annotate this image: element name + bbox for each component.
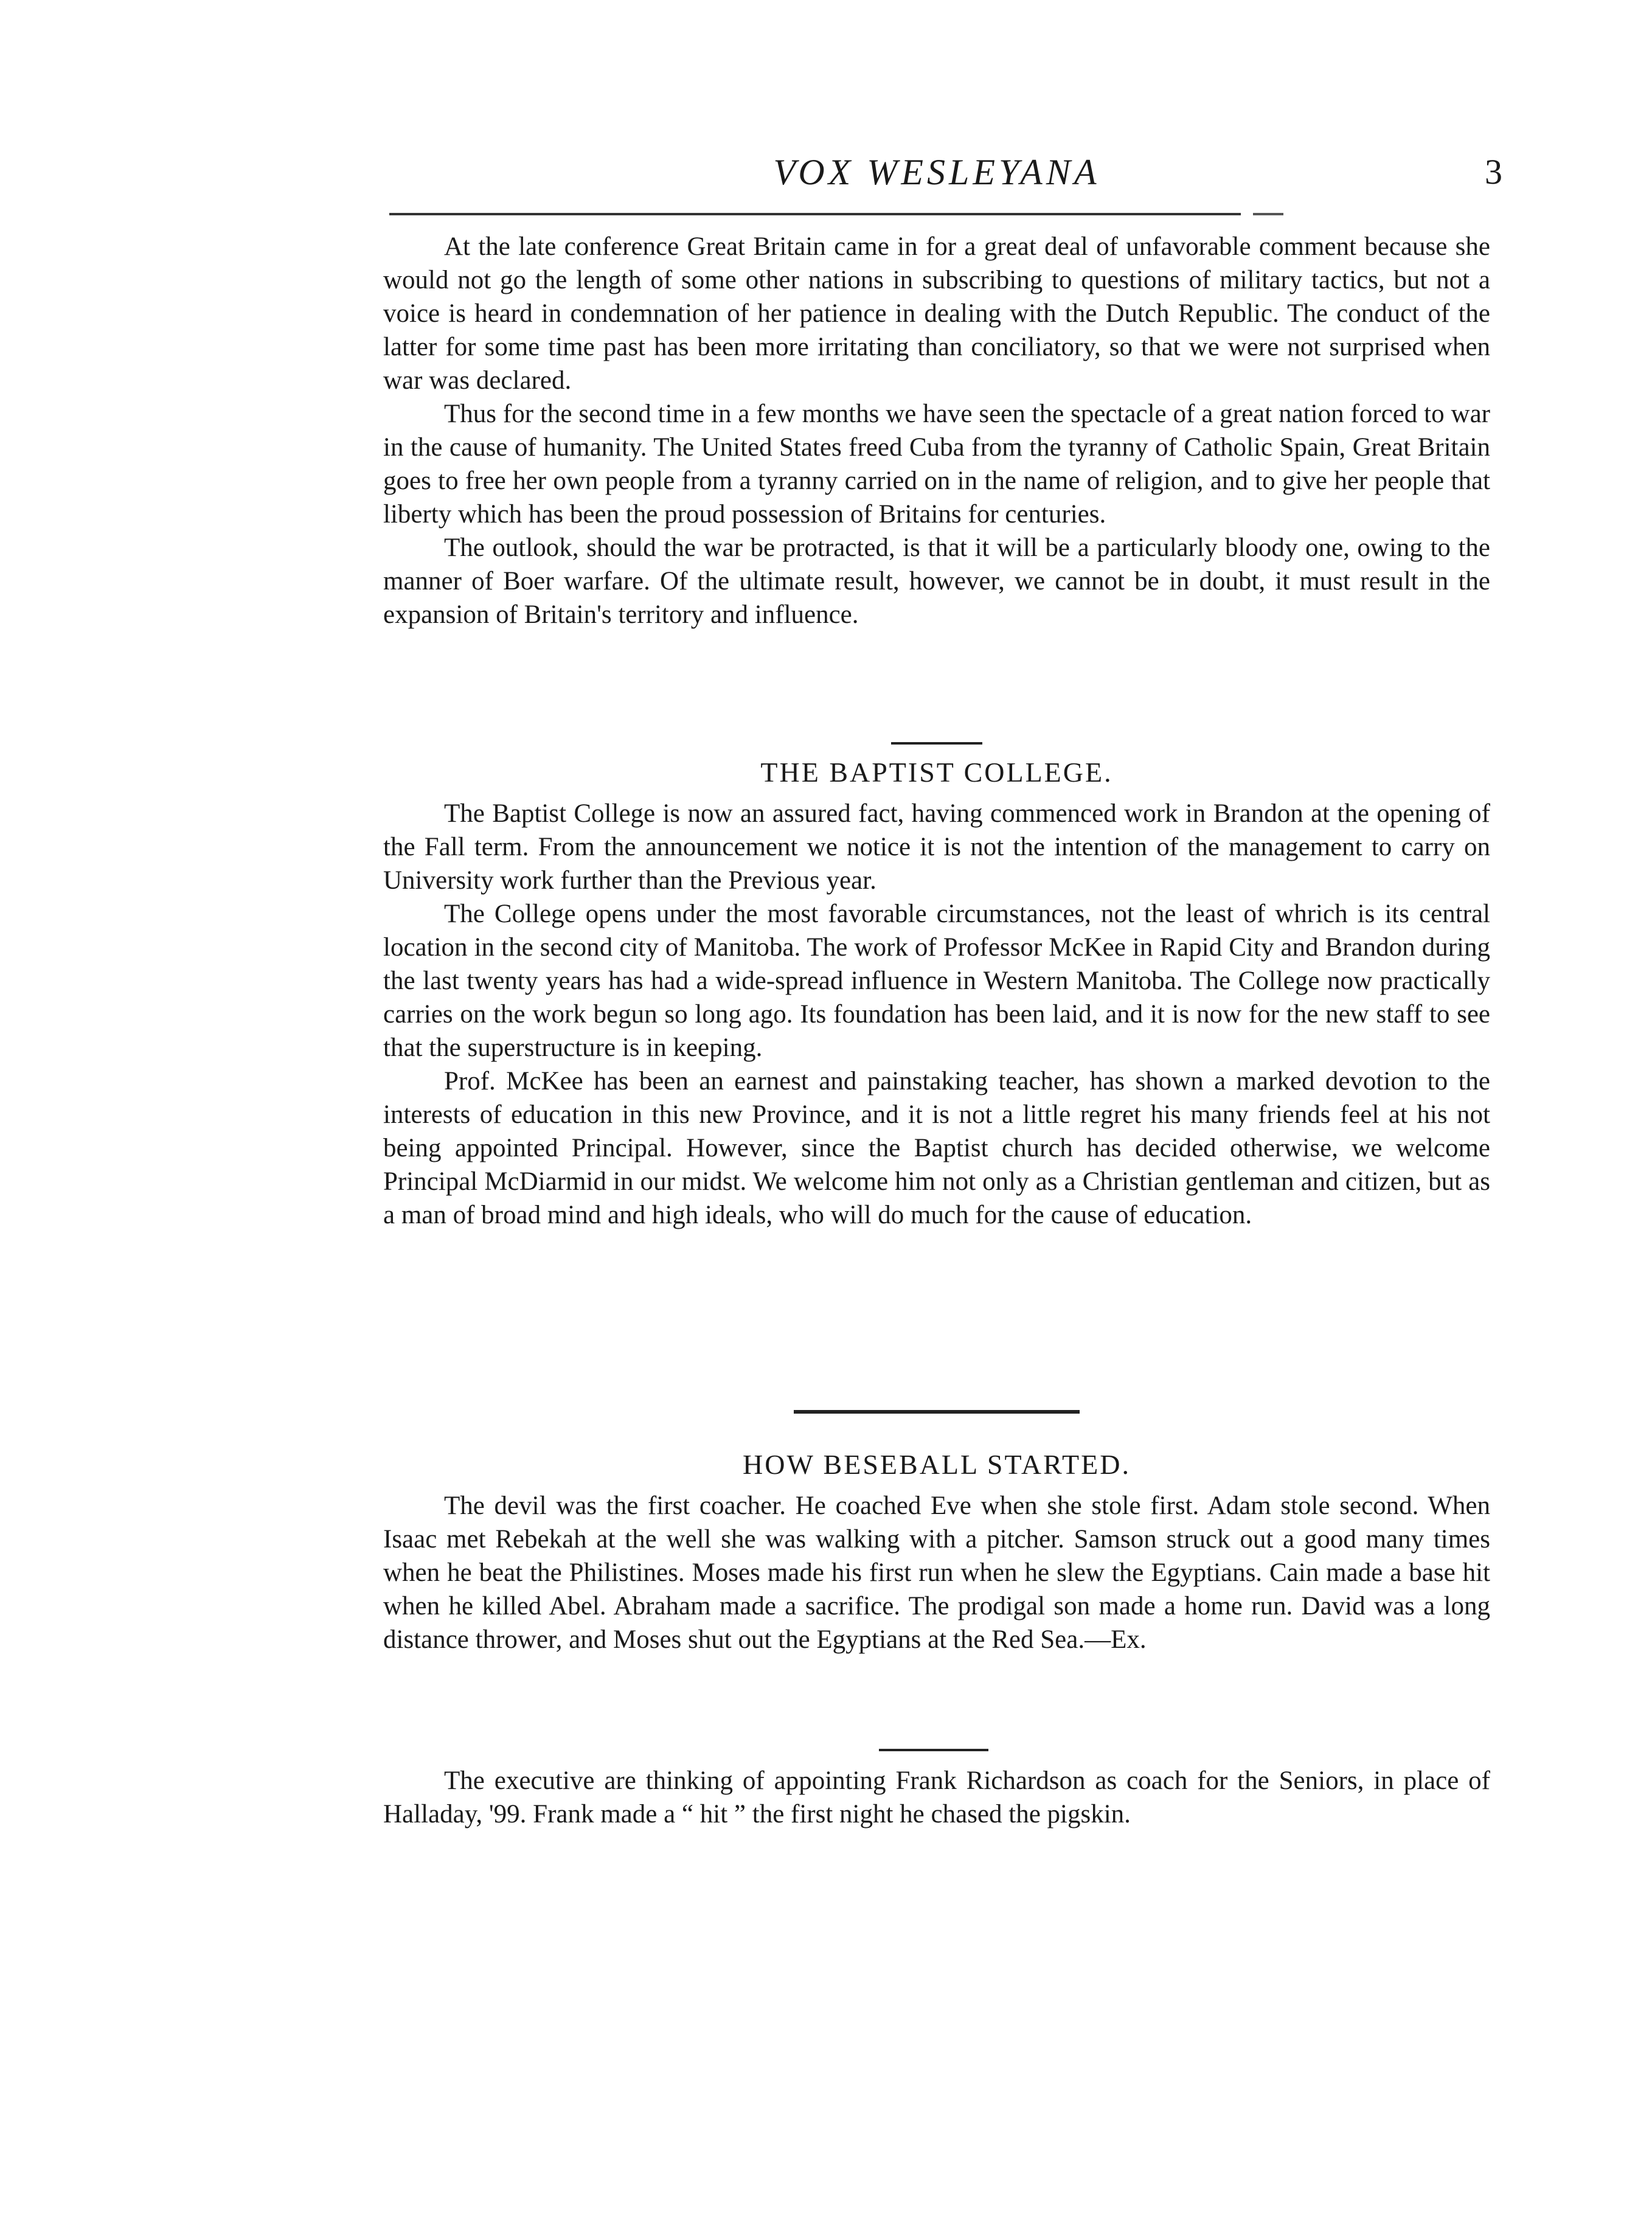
header-rule-dash [1253, 213, 1283, 215]
note-paragraph: The executive are thinking of appointing Frank Richardson as coach for the Seniors, in place of Halladay, '99. Frank made a “ hit ” the first night he chased the pigskin. [383, 1766, 1490, 1828]
baptist-college-paragraph: Prof. McKee has been an earnest and painstaking teacher, has shown a marked devotion to the interests of education in this new Province, and it is not a little regret his many friends feel at his not being appointed Principal. However, since the Baptist church has decided otherwise, we welcome Principal McDiarmid in our midst. We welcome him not only as a Christian gentleman and citizen, but as a man of broad mind and high ideals, who will do much for the cause of education. [383, 1067, 1490, 1229]
baptist-college-article [383, 754, 1490, 1232]
section-divider [879, 1749, 988, 1751]
section-heading: HOW BESEBALL STARTED. [743, 1449, 1131, 1480]
section-heading: THE BAPTIST COLLEGE. [760, 757, 1113, 788]
editorial-paragraph: The outlook, should the war be protracted, is that it will be a particularly bloody one, owing to the manner of Boer warfare. Of the ultimate result, however, we cannot be in doubt, it must result in the expansion of Britain's territory and influence. [383, 533, 1490, 629]
baptist-college-paragraph: The College opens under the most favorable circumstances, not the least of whrich is its central location in the second city of Manitoba. The work of Professor McKee in Rapid City and Brandon during the last twenty years has had a wide-spread influence in Western Manitoba. The College now practically carries on the work begun so long ago. Its foundation has been laid, and it is now for the new staff to see that the superstructure is in keeping. [383, 900, 1490, 1062]
editorial-paragraph: At the late conference Great Britain came in for a great deal of unfavorable comment because she would not go the length of some other nations in subscribing to questions of military tactics, but not a voice is heard in condemnation of her patience in dealing with the Dutch Republic. The conduct of the latter for some time past has been more irritating than conciliatory, so that we were not surprised when war was declared. [383, 232, 1490, 395]
editorial-paragraph: Thus for the second time in a few months we have seen the spectacle of a great nation forced to war in the cause of humanity. The United States freed Cuba from the tyranny of Catholic Spain, Great Britain goes to free her own people from a tyranny carried on in the name of religion, and to give her people that liberty which has been the proud possession of Britains for centuries. [383, 400, 1490, 529]
baptist-college-paragraph: The Baptist College is now an assured fact, having commenced work in Brandon at the opening of the Fall term. From the announcement we notice it is not the intention of the management to carry on University work further than the Previous year. [383, 799, 1490, 895]
executive-note [383, 1764, 1490, 1831]
baseball-article [383, 1446, 1490, 1656]
editorial-article [383, 230, 1490, 631]
journal-title: VOX WESLEYANA [773, 152, 1100, 192]
section-divider-long [794, 1410, 1080, 1414]
section-divider [891, 742, 982, 745]
running-head [383, 145, 1502, 200]
header-rule [389, 213, 1241, 215]
baseball-paragraph: The devil was the first coacher. He coached Eve when she stole first. Adam stole second. When Isaac met Rebekah at the well she was walking with a pitcher. Samson struck out a good many times when he beat the Philistines. Moses made his first run when he slew the Egyptians. Cain made a base hit when he killed Abel. Abraham made a sacrifice. The prodigal son made a home run. David was a long distance thrower, and Moses shut out the Egyptians at the Red Sea.—Ex. [383, 1492, 1490, 1654]
page-number: 3 [1485, 152, 1502, 192]
